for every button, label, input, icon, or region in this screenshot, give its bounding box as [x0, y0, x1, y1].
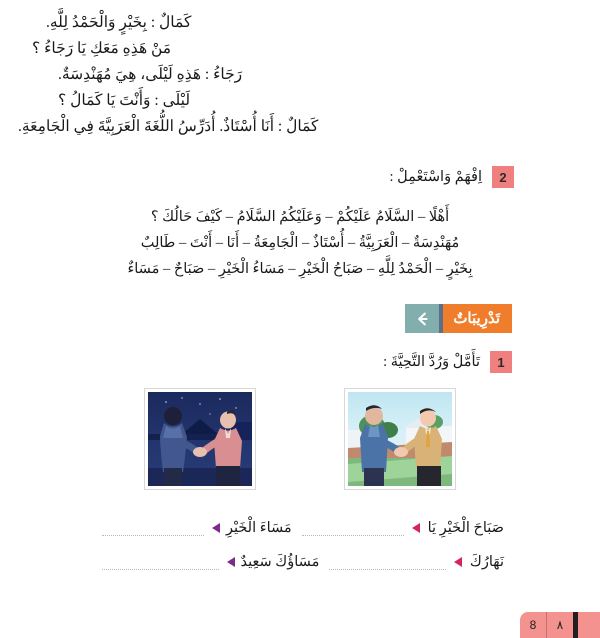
answer-blank-line[interactable] [102, 568, 219, 570]
exercise-1-header [0, 351, 512, 373]
section-2-title: اِفْهَمْ وَاسْتَعْمِلْ : [389, 168, 482, 185]
answer-lines [0, 511, 600, 579]
dialogue-line: رَجَاءُ : هَذِهِ لَيْلَى، هِيَ مُهَنْدِسَةٌ. [58, 66, 243, 83]
answer-blank-line[interactable] [329, 568, 446, 570]
page-footer [520, 612, 600, 638]
vocabulary-row: مُهَنْدِسَةٌ – الْعَرَبِيَّةُ – أُسْتَاذٌ – الْجَامِعَةُ – أَنَا – أَنْتَ – طَالِبٌ [140, 235, 460, 251]
answer-blank-line[interactable] [302, 534, 404, 536]
dialogue-line: لَيْلَى : وَأَنْتَ يَا كَمَالُ ؟ [58, 92, 191, 109]
exercise-1-title: تَأَمَّلْ وَرُدَّ التَّحِيَّةَ : [383, 353, 480, 370]
night-greeting-illustration [145, 389, 255, 489]
vocabulary-row: بِخَيْرٍ – الْحَمْدُ لِلَّهِ – صَبَاحُ الْخَيْرِ – مَسَاءُ الْخَيْرِ – صَبَاحٌ – مَسَاءٌ [127, 261, 473, 277]
answer-reply: مَسَاؤُكَ سَعِيدٌ [240, 553, 320, 570]
answer-prompt: صَبَاحَ الْخَيْرِ يَا [427, 519, 504, 536]
night-scene-background [148, 392, 252, 486]
banner-divider [439, 304, 443, 333]
answer-prompt: نَهَارُكَ [469, 553, 504, 570]
purple-triangle-icon [212, 523, 220, 533]
exercise-number-badge: 1 [490, 351, 512, 373]
exercises-banner-label: تَدْرِيبَاتٌ [443, 304, 512, 333]
page-number-box [520, 612, 600, 638]
day-scene-background [348, 392, 452, 486]
arrow-left-icon[interactable] [405, 304, 439, 333]
section-number-badge: 2 [492, 166, 514, 188]
dialogue-block [0, 0, 600, 140]
answer-row [0, 511, 600, 545]
illustration-row [0, 389, 600, 489]
answer-blank-line[interactable] [102, 534, 204, 536]
day-greeting-illustration [345, 389, 455, 489]
page-number-latin: 8 [529, 618, 537, 632]
dialogue-line: كَمَالٌ : أَنَا أُسْتَاذٌ. أُدَرِّسُ اللُّغَةَ الْعَرَبِيَّةَ فِي الْجَامِعَةِ. [18, 118, 319, 135]
vocabulary-row: أَهْلًا – السَّلَامُ عَلَيْكُمْ – وَعَلَيْكُمُ السَّلَامُ – كَيْفَ حَالُكَ ؟ [150, 209, 450, 225]
red-triangle-icon [412, 523, 420, 533]
exercises-banner-wrapper [0, 304, 600, 333]
dialogue-line: مَنْ هَذِهِ مَعَكِ يَا رَجَاءُ ؟ [32, 40, 172, 57]
answer-reply: مَسَاءَ الْخَيْرِ [225, 519, 292, 536]
purple-triangle-icon [227, 557, 235, 567]
section-2-header [0, 166, 514, 188]
red-triangle-icon [454, 557, 462, 567]
exercises-banner [405, 304, 512, 333]
vocabulary-list [0, 204, 600, 282]
footer-tail [578, 612, 600, 638]
page-number-arabic: ٨ [556, 618, 564, 632]
answer-row [0, 545, 600, 579]
dialogue-line: كَمَالٌ : بِخَيْرٍ وَالْحَمْدُ لِلَّهِ. [46, 14, 192, 31]
